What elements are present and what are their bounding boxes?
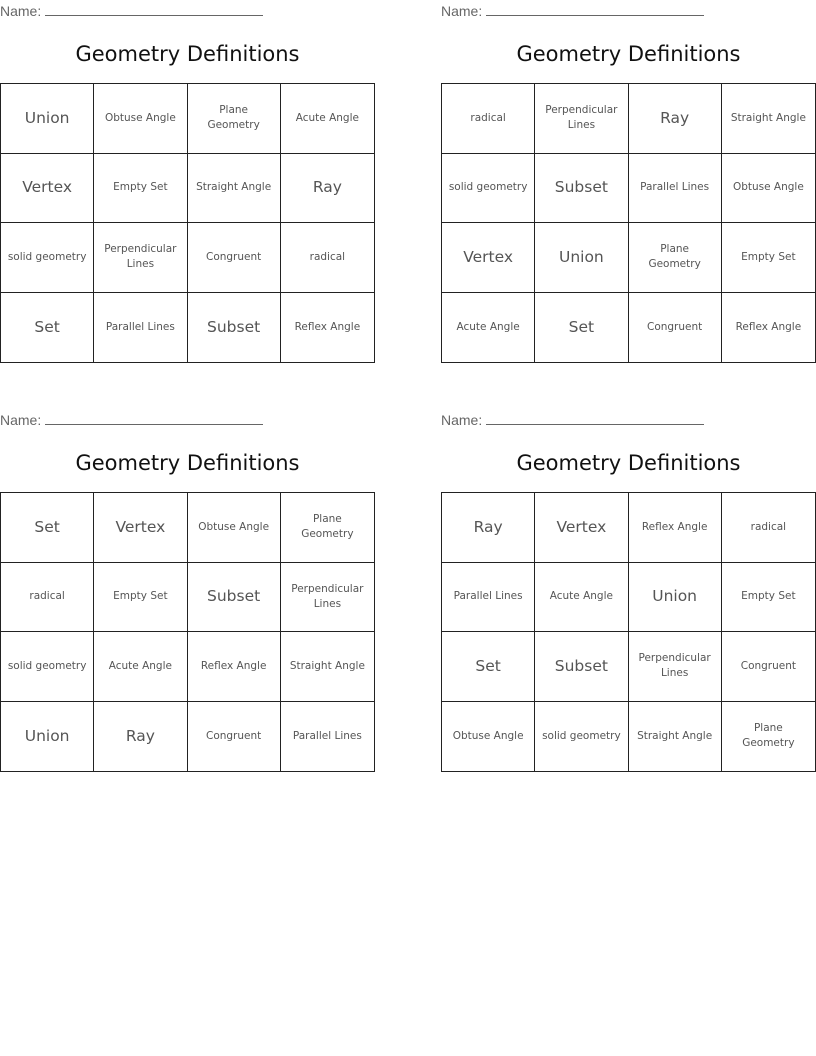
bingo-cell: Union bbox=[535, 223, 628, 293]
bingo-cell: radical bbox=[442, 84, 535, 154]
name-field bbox=[441, 2, 704, 19]
card-title: Geometry Definitions bbox=[516, 451, 741, 475]
name-blank-line bbox=[486, 2, 704, 16]
name-field bbox=[0, 2, 263, 19]
bingo-cell: Vertex bbox=[1, 154, 94, 224]
bingo-cell: Parallel Lines bbox=[629, 154, 722, 224]
bingo-cell: Set bbox=[1, 293, 94, 363]
bingo-cell: Congruent bbox=[188, 702, 281, 772]
bingo-cell: Acute Angle bbox=[442, 293, 535, 363]
bingo-cell: solid geometry bbox=[1, 632, 94, 702]
bingo-cell: Reflex Angle bbox=[188, 632, 281, 702]
bingo-cell: Parallel Lines bbox=[292, 729, 362, 742]
name-label: Name: bbox=[441, 412, 483, 428]
bingo-cell: Subset bbox=[535, 632, 628, 702]
bingo-cell: Perpendicular Lines bbox=[94, 223, 187, 293]
bingo-cell: Plane Geometry bbox=[281, 493, 374, 563]
bingo-cell: Vertex bbox=[442, 223, 535, 293]
bingo-cell: Obtuse Angle bbox=[442, 702, 535, 772]
bingo-cell: Acute Angle bbox=[281, 84, 374, 154]
bingo-cell: Empty Set bbox=[94, 154, 187, 224]
bingo-cell: Congruent bbox=[188, 223, 281, 293]
bingo-cell: Subset bbox=[188, 293, 281, 363]
name-blank-line bbox=[486, 411, 704, 425]
card-title: Geometry Definitions bbox=[75, 451, 300, 475]
bingo-grid bbox=[0, 492, 375, 772]
bingo-cell: Straight Angle bbox=[281, 632, 374, 702]
bingo-cell: Straight Angle bbox=[629, 702, 722, 772]
bingo-cell: Vertex bbox=[535, 493, 628, 563]
bingo-cell: Union bbox=[1, 702, 94, 772]
name-label: Name: bbox=[441, 3, 483, 19]
bingo-grid bbox=[441, 83, 816, 363]
bingo-cell: Set bbox=[442, 632, 535, 702]
bingo-cell: Acute Angle bbox=[535, 563, 628, 633]
bingo-cell: Empty Set bbox=[94, 563, 187, 633]
bingo-cell: Reflex Angle bbox=[294, 320, 361, 333]
bingo-cell: solid geometry bbox=[1, 223, 94, 293]
bingo-cell: Empty Set bbox=[722, 223, 815, 293]
bingo-cell: Union bbox=[629, 563, 722, 633]
bingo-cell: radical bbox=[1, 563, 94, 633]
bingo-cell: Obtuse Angle bbox=[722, 154, 815, 224]
name-field bbox=[441, 411, 704, 428]
name-field bbox=[0, 411, 263, 428]
bingo-cell: Plane Geometry bbox=[629, 223, 722, 293]
name-label: Name: bbox=[0, 3, 42, 19]
bingo-cell: Perpendicular Lines bbox=[535, 84, 628, 154]
bingo-cell: Congruent bbox=[629, 293, 722, 363]
bingo-cell: Reflex Angle bbox=[629, 493, 722, 563]
bingo-cell: Obtuse Angle bbox=[94, 84, 187, 154]
bingo-cell: Parallel Lines bbox=[94, 293, 187, 363]
bingo-cell: Obtuse Angle bbox=[188, 493, 281, 563]
bingo-grid bbox=[0, 83, 375, 363]
bingo-cell: Straight Angle bbox=[722, 84, 815, 154]
bingo-cell: solid geometry bbox=[535, 702, 628, 772]
bingo-cell: Set bbox=[1, 493, 94, 563]
bingo-cell: Perpendicular Lines bbox=[281, 563, 374, 633]
bingo-cell: Ray bbox=[94, 702, 187, 772]
bingo-cell: Set bbox=[535, 293, 628, 363]
bingo-cell: Union bbox=[1, 84, 94, 154]
bingo-cell: Reflex Angle bbox=[735, 320, 802, 333]
bingo-cell: solid geometry bbox=[442, 154, 535, 224]
bingo-cell: radical bbox=[281, 223, 374, 293]
bingo-cell: Subset bbox=[535, 154, 628, 224]
name-blank-line bbox=[45, 2, 263, 16]
bingo-cell: Perpendicular Lines bbox=[629, 632, 722, 702]
bingo-cell: Empty Set bbox=[722, 563, 815, 633]
bingo-cell: Ray bbox=[281, 154, 374, 224]
bingo-cell: Ray bbox=[442, 493, 535, 563]
bingo-cell: Plane Geometry bbox=[188, 84, 281, 154]
bingo-cell: Ray bbox=[629, 84, 722, 154]
bingo-cell: Parallel Lines bbox=[442, 563, 535, 633]
card-title: Geometry Definitions bbox=[75, 42, 300, 66]
card-title: Geometry Definitions bbox=[516, 42, 741, 66]
bingo-cell: radical bbox=[722, 493, 815, 563]
bingo-cell: Acute Angle bbox=[94, 632, 187, 702]
bingo-cell: Congruent bbox=[722, 632, 815, 702]
name-label: Name: bbox=[0, 412, 42, 428]
bingo-grid bbox=[441, 492, 816, 772]
bingo-cell: Plane Geometry bbox=[742, 722, 795, 750]
bingo-cell: Subset bbox=[188, 563, 281, 633]
name-blank-line bbox=[45, 411, 263, 425]
bingo-cell: Straight Angle bbox=[188, 154, 281, 224]
bingo-cell: Vertex bbox=[94, 493, 187, 563]
